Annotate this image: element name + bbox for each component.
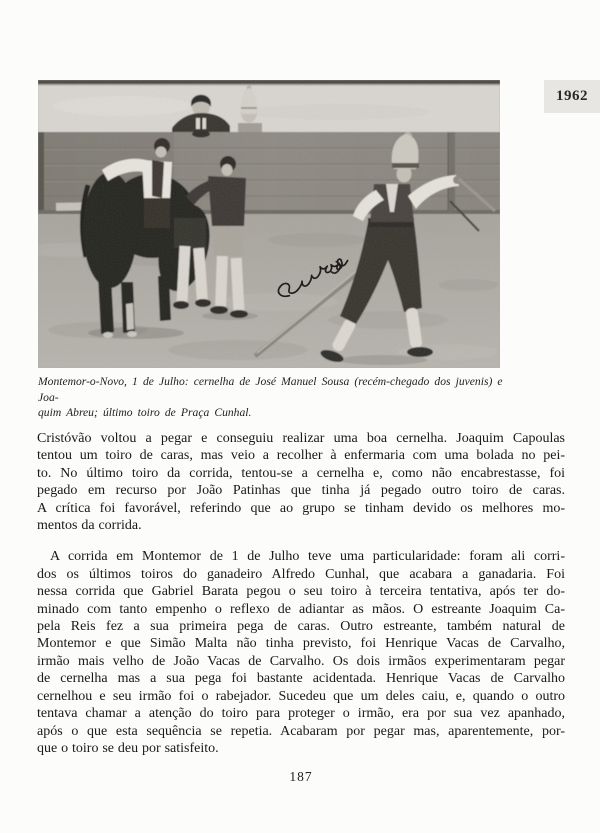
text-line: Montemor e que Simão Malta não tinha previsto, foi Henrique Vacas de Carvalho, bbox=[37, 636, 565, 652]
body-text bbox=[37, 430, 565, 757]
bullfight-photo-art bbox=[38, 80, 500, 368]
text-line: minado com tanto empenho o reflexo de adiantar as mãos. O estreante Joaquim Ca- bbox=[37, 601, 565, 617]
text-line: Cristóvão voltou a pegar e conseguiu realizar uma boa cernelha. Joaquim Capoulas bbox=[37, 431, 565, 446]
text-line: tentava chamar a atenção do toiro para proteger o irmão, era por sua vez apanhado, bbox=[37, 706, 565, 722]
film-grain bbox=[38, 80, 500, 368]
paragraph-1 bbox=[37, 430, 565, 534]
bullfight-photo bbox=[38, 80, 500, 368]
text-line: de cernelha mas a sua pega foi bastante acidentada. Henrique Vacas de Carvalho bbox=[37, 671, 565, 687]
paragraph-2 bbox=[37, 548, 565, 757]
text-line: nessa corrida que Gabriel Barata pegou o seu toiro à terceira tentativa, após ter do- bbox=[37, 584, 565, 600]
text-line: tentou um toiro de caras, mas veio a recolher à enfermaria com uma bolada no pei- bbox=[37, 448, 565, 464]
text-line: que o toiro se deu por satisfeito. bbox=[37, 740, 219, 756]
text-line: pela Reis fez a sua primeira pega de caras. Outro estreante, também natural de bbox=[37, 619, 565, 635]
text-line: A corrida em Montemor de 1 de Julho teve uma particularidade: foram ali corri- bbox=[50, 549, 565, 565]
text-line: cernelhou e seu irmão foi o rabejador. Sucedeu que um deles caiu, e, quando o outro bbox=[37, 688, 565, 704]
text-line: mentos da corrida. bbox=[37, 518, 142, 534]
year-marker bbox=[544, 80, 600, 113]
text-line: to. No último toiro da corrida, tentou-se a cernelha e, como não encabrestasse, foi bbox=[37, 465, 565, 481]
text-line: irmão mais velho de João Vacas de Carvalho. Os dois irmãos experimentaram pegar bbox=[37, 653, 565, 669]
text-line: pegado em recurso por João Patinhas que tinha já pegado outro toiro de caras. bbox=[37, 483, 565, 499]
text-line: A crítica foi favorável, referindo que ao grupo se tinham devido os melhores mo- bbox=[37, 500, 565, 516]
photo-caption bbox=[38, 374, 520, 421]
text-line: quim Abreu; último toiro de Praça Cunhal. bbox=[38, 406, 252, 420]
year-label: 1962 bbox=[556, 88, 588, 104]
text-line: Montemor-o-Novo, 1 de Julho: cernelha de José Manuel Sousa (recém-chegado dos juvenis) e Joa- bbox=[38, 375, 503, 404]
page-number: 187 bbox=[289, 769, 313, 784]
text-line: dos os últimos toiros do ganadeiro Alfredo Cunhal, que acabara a ganadaria. Foi bbox=[37, 566, 565, 582]
text-line: após o que esta sequência se repetia. Acabaram por pegar mas, aparentemente, por- bbox=[37, 723, 565, 739]
